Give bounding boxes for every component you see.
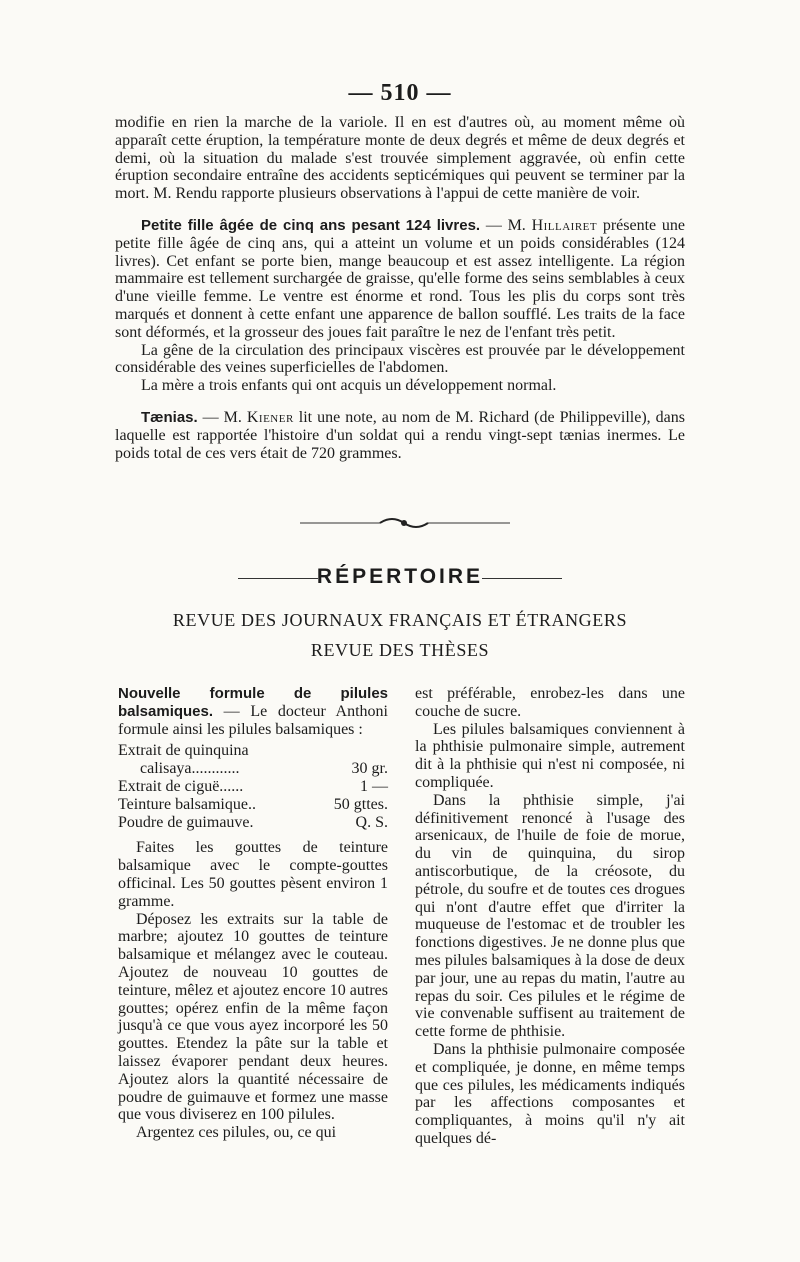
left-column xyxy=(118,685,388,1142)
top-section xyxy=(115,114,685,462)
recipe-row: Poudre de guimauve. Q. S. xyxy=(118,813,388,831)
recipe-row: Extrait de ciguë...... 1 — xyxy=(118,777,388,795)
recipe-list xyxy=(118,742,388,831)
paragraph-mere: La mère a trois enfants qui ont acquis un développement normal. xyxy=(141,377,557,395)
paragraph: Dans la phthisie simple, j'ai définitivement renoncé à l'usage des arsenicaux, de l'huile de foie de morue, du vin de quinquina, du sirop antiscorbutique, de la créosote, du pétrole, du soufre et de toutes ces drogues qui n'ont d'autre effet que d'irriter la muqueuse de l'estomac et de troubler les fonctions digestives. Je ne donne plus que mes pilules balsamiques à la dose de deux par jour, une au repas du matin, l'autre au repas du soir. Ces pilules et le régime de vie convenable suffisent au traitement de cette forme de phthisie. xyxy=(415,791,685,1041)
paragraph-taenias xyxy=(115,409,685,462)
recipe-row: Extrait de quinquina xyxy=(118,742,249,760)
decorative-divider xyxy=(300,513,510,533)
paragraph: Dans la phthisie pulmonaire composée et compliquée, je donne, en même temps que ces pilules, les médicaments indiqués par les affections composantes et compliquantes, à moins qu'il n'y ait quelques dé- xyxy=(415,1040,685,1147)
recipe-row: calisaya............ 30 gr. xyxy=(140,760,388,778)
heading-repertoire: RÉPERTOIRE xyxy=(316,565,484,588)
author-name: Kiener xyxy=(246,408,294,426)
paragraph: Déposez les extraits sur la table de marbre; ajoutez 10 gouttes de teinture balsamique et mélangez avec le couteau. Ajoutez de nouveau 10 gouttes de teinture, mêlez et ajoutez encore 10 autres gouttes; opérez enfin de la même façon jusqu'à ce que vous ayez incorporé les 50 gouttes. Etendez la pâte sur la table et laissez évaporer pendant deux heures. Ajoutez alors la quantité nécessaire de poudre de guimauve et formez une masse que vous diviserez en 100 pilules. xyxy=(118,910,388,1124)
recipe-row: Teinture balsamique.. 50 gttes. xyxy=(118,795,388,813)
article-intro-text: — Le docteur Anthoni formule ainsi les pilules balsamiques : xyxy=(118,702,388,738)
author-name: Hillairet xyxy=(531,216,598,234)
article-title: Nouvelle formule de pilules balsamiques. xyxy=(118,685,388,720)
dash-text: — M. xyxy=(197,408,247,426)
paragraph-variole: modifie en rien la marche de la variole. Il en est d'autres où, au moment même où apparaît cette éruption, la température monte de deux degrés et même de deux degrés et demi, où la situation du malade s'est trouvée simplement aggravée, où enfin cette éruption secondaire entraîne des accidents septicémiques qui peuvent se terminer par la mort. M. Rendu rapporte plusieurs observations à l'appui de cette manière de voir. xyxy=(115,114,685,203)
paragraph: Faites les gouttes de teinture balsamique avec le compte-gouttes officinal. Les 50 gouttes pèsent environ 1 gramme. xyxy=(118,839,388,910)
paragraph: est préférable, enrobez-les dans une couche de sucre. xyxy=(415,685,685,720)
page-number: — 510 — xyxy=(348,80,452,106)
paragraph-circulation: La gêne de la circulation des principaux viscères est prouvée par le développement considérable des veines superficielles de l'abdomen. xyxy=(115,341,685,377)
dash-text: — M. xyxy=(480,216,532,234)
paragraph-body: présente une petite fille âgée de cinq ans, qui a atteint un volume et un poids considérables (124 livres). Cet enfant se porte bien, mange beaucoup et est assez intelligente. La région mammaire est tellement surchargée de graisse, qu'elle forme des seins semblables à ceux d'une vieille femme. Le ventre est énorme et rond. Tous les plis du corps sont très marqués et donnent à cette enfant une apparence de ballon soufflé. Les traits de la face sont déformés, et la grosseur des joues fait paraître le nez de l'enfant très petit. xyxy=(115,216,686,341)
heading-rule-right xyxy=(482,578,562,579)
section-heading-taenias: Tænias. xyxy=(141,408,198,426)
section-heading-petite-fille: Petite fille âgée de cinq ans pesant 124 livres. xyxy=(141,216,481,234)
heading-revue-theses: REVUE DES THÈSES xyxy=(310,640,490,660)
article-intro xyxy=(118,685,388,738)
heading-revue-journaux: REVUE DES JOURNAUX FRANÇAIS ET ÉTRANGERS xyxy=(172,610,628,630)
right-column xyxy=(415,685,685,1148)
paragraph: Argentez ces pilules, ou, ce qui xyxy=(136,1124,337,1142)
paragraph-petite-fille xyxy=(115,217,685,342)
paragraph: Les pilules balsamiques conviennent à la phthisie pulmonaire simple, autrement dit à la phthisie qui n'est ni composée, ni compliquée. xyxy=(415,720,685,791)
paragraph-body: lit une note, au nom de M. Richard (de Philippeville), dans laquelle est rapportée l'histoire d'un soldat qui a rendu vingt-sept tænias inermes. Le poids total de ces vers était de 720 grammes. xyxy=(115,408,685,462)
